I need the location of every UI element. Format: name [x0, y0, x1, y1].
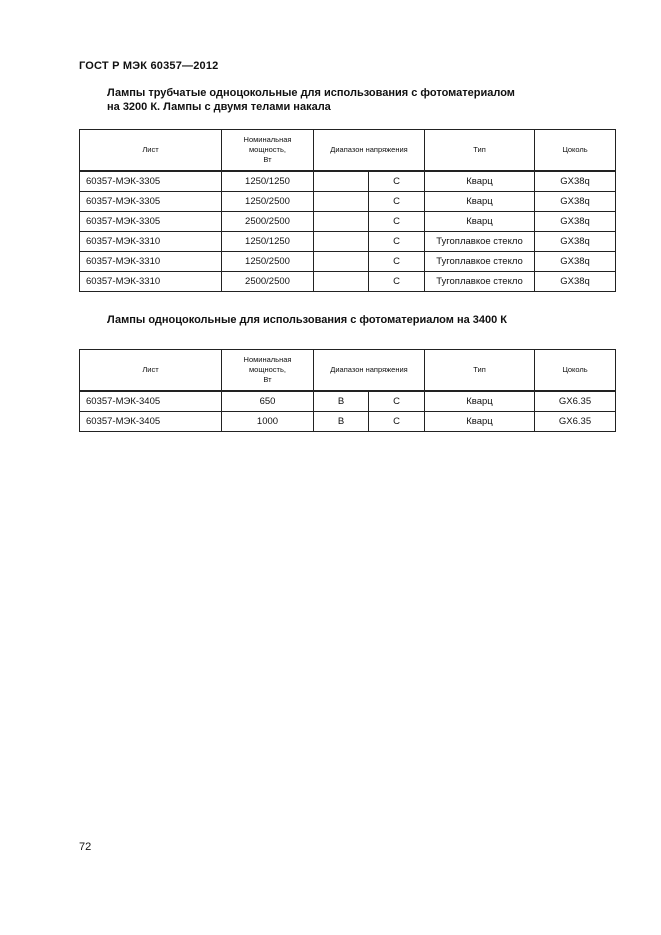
table-row — [80, 171, 616, 192]
cell-sheet: 60357-МЭК-3305 — [80, 171, 222, 192]
cell-base: GX38q — [535, 252, 616, 272]
table-row — [80, 212, 616, 232]
table-body — [80, 391, 616, 432]
cell-type: Тугоплавкое стекло — [425, 232, 535, 252]
cell-base: GX38q — [535, 232, 616, 252]
cell-type: Кварц — [425, 192, 535, 212]
section-1-title — [107, 86, 515, 114]
cell-power: 2500/2500 — [222, 212, 314, 232]
cell-type: Кварц — [425, 212, 535, 232]
section-2-title — [107, 313, 507, 327]
col-header-voltage: Диапазон напряжения — [314, 350, 425, 392]
cell-sheet: 60357-МЭК-3405 — [80, 412, 222, 432]
cell-voltage-2: С — [369, 192, 425, 212]
col-header-type: Тип — [425, 350, 535, 392]
col-header-base: Цоколь — [535, 130, 616, 172]
table-body — [80, 171, 616, 292]
cell-power: 1250/2500 — [222, 252, 314, 272]
col-header-base: Цоколь — [535, 350, 616, 392]
cell-sheet: 60357-МЭК-3305 — [80, 192, 222, 212]
table-row — [80, 272, 616, 292]
table-row — [80, 192, 616, 212]
col-header-voltage: Диапазон напряжения — [314, 130, 425, 172]
cell-type: Кварц — [425, 412, 535, 432]
cell-sheet: 60357-МЭК-3310 — [80, 252, 222, 272]
col-header-power-line-3: Вт — [263, 155, 272, 164]
col-header-power-line-1: Номинальная — [243, 135, 292, 144]
cell-power: 1000 — [222, 412, 314, 432]
col-header-power-line-2: мощность, — [249, 365, 286, 374]
table-row — [80, 232, 616, 252]
col-header-power-line-3: Вт — [263, 375, 272, 384]
cell-base: GX38q — [535, 212, 616, 232]
table-row — [80, 391, 616, 412]
col-header-power-line-2: мощность, — [249, 145, 286, 154]
table-header-row — [80, 130, 616, 172]
col-header-power — [222, 130, 314, 172]
section-2-title-line-1: Лампы одноцокольные для использования с фотоматериалом на 3400 К — [107, 314, 508, 326]
lamp-table-3400k — [79, 349, 616, 432]
cell-base: GX6.35 — [535, 412, 616, 432]
cell-voltage-1 — [314, 232, 369, 252]
cell-voltage-2: С — [369, 391, 425, 412]
cell-type: Тугоплавкое стекло — [425, 252, 535, 272]
cell-sheet: 60357-МЭК-3405 — [80, 391, 222, 412]
table-row — [80, 412, 616, 432]
table-header-row — [80, 350, 616, 392]
cell-voltage-1: В — [314, 391, 369, 412]
cell-type: Кварц — [425, 391, 535, 412]
cell-type: Тугоплавкое стекло — [425, 272, 535, 292]
document-header: ГОСТ Р МЭК 60357—2012 — [79, 60, 219, 72]
section-1-title-line-1: Лампы трубчатые одноцокольные для использования с фотоматериалом — [107, 87, 515, 99]
cell-voltage-2: С — [369, 171, 425, 192]
cell-base: GX6.35 — [535, 391, 616, 412]
cell-sheet: 60357-МЭК-3305 — [80, 212, 222, 232]
col-header-sheet: Лист — [80, 350, 222, 392]
cell-base: GX38q — [535, 272, 616, 292]
cell-voltage-1 — [314, 171, 369, 192]
cell-voltage-1: В — [314, 412, 369, 432]
cell-voltage-1 — [314, 192, 369, 212]
section-1-title-line-2: на 3200 К. Лампы с двумя телами накала — [107, 101, 331, 113]
cell-voltage-1 — [314, 212, 369, 232]
col-header-type: Тип — [425, 130, 535, 172]
cell-voltage-2: С — [369, 412, 425, 432]
cell-voltage-2: С — [369, 232, 425, 252]
cell-power: 650 — [222, 391, 314, 412]
col-header-power-line-1: Номинальная — [243, 355, 292, 364]
cell-sheet: 60357-МЭК-3310 — [80, 272, 222, 292]
cell-voltage-1 — [314, 252, 369, 272]
col-header-sheet: Лист — [80, 130, 222, 172]
cell-base: GX38q — [535, 192, 616, 212]
lamp-table-3200k — [79, 129, 616, 292]
cell-voltage-1 — [314, 272, 369, 292]
cell-power: 1250/2500 — [222, 192, 314, 212]
cell-type: Кварц — [425, 171, 535, 192]
col-header-power — [222, 350, 314, 392]
cell-power: 1250/1250 — [222, 171, 314, 192]
cell-power: 2500/2500 — [222, 272, 314, 292]
table-row — [80, 252, 616, 272]
cell-voltage-2: С — [369, 252, 425, 272]
cell-power: 1250/1250 — [222, 232, 314, 252]
cell-voltage-2: С — [369, 272, 425, 292]
cell-sheet: 60357-МЭК-3310 — [80, 232, 222, 252]
cell-voltage-2: С — [369, 212, 425, 232]
page-number: 72 — [79, 841, 92, 853]
cell-base: GX38q — [535, 171, 616, 192]
